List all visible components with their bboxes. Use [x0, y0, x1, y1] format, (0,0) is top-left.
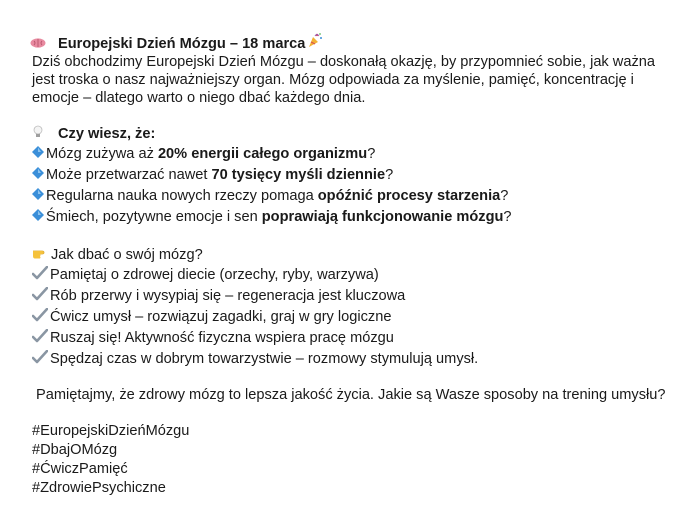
fact-item — [32, 145, 375, 163]
care-heading-line — [32, 246, 203, 264]
care-item — [32, 308, 391, 326]
facts-heading-line — [32, 125, 155, 143]
intro-line-1: Dziś obchodzimy Europejski Dzień Mózgu – doskonałą okazję, by przypomnieć sobie, jak ważna — [32, 54, 655, 70]
fact-highlight: 20% energii całego organizmu — [157, 146, 368, 162]
care-item — [32, 287, 405, 305]
fact-item — [32, 208, 512, 226]
blue-diamond-icon — [32, 188, 44, 200]
fact-item — [32, 166, 393, 184]
fact-text: Mózg zużywa aż — [46, 146, 158, 162]
care-heading: Jak dbać o swój mózg? — [51, 247, 203, 263]
pointing-hand-icon — [32, 246, 50, 260]
fact-suffix: ? — [500, 188, 509, 204]
care-item — [32, 329, 394, 347]
care-item-text: Spędzaj czas w dobrym towarzystwie – rozmowy stymulują umysł. — [50, 351, 479, 367]
party-popper-icon — [307, 32, 323, 48]
blue-diamond-icon — [32, 167, 44, 179]
closing-text: Pamiętajmy, że zdrowy mózg to lepsza jakość życia. Jakie są Wasze sposoby na trening umysłu? — [32, 387, 666, 403]
intro-line-3: emocje – dlatego warto o niego dbać każdego dnia. — [32, 90, 366, 106]
fact-text: Może przetwarzać nawet — [46, 167, 212, 183]
fact-highlight: 70 tysięcy myśli dziennie — [211, 167, 386, 183]
blue-diamond-icon — [32, 209, 44, 221]
hashtag: #ZdrowiePsychiczne — [32, 480, 166, 496]
fact-highlight: opóźnić procesy starzenia — [317, 188, 501, 204]
facts-heading: Czy wiesz, że: — [58, 126, 156, 142]
fact-suffix: ? — [503, 209, 512, 225]
check-mark-icon — [32, 350, 48, 364]
care-item-text: Ruszaj się! Aktywność fizyczna wspiera pracę mózgu — [50, 330, 394, 346]
brain-icon — [30, 38, 46, 48]
hashtag: #ĆwiczPamięć — [32, 461, 128, 477]
care-item — [32, 266, 379, 284]
care-item-text: Ćwicz umysł – rozwiązuj zagadki, graj w gry logiczne — [50, 309, 392, 325]
check-mark-icon — [32, 266, 48, 280]
hashtag: #EuropejskiDzieńMózgu — [32, 423, 190, 439]
intro-line-2: jest troska o nasz najważniejszy organ. Mózg odpowiada za myślenie, pamięć, koncentrację i — [32, 72, 634, 88]
hashtag: #DbajOMózg — [32, 442, 118, 458]
blue-diamond-icon — [32, 146, 44, 158]
fact-item — [32, 187, 508, 205]
fact-highlight: poprawiają funkcjonowanie mózgu — [261, 209, 504, 225]
care-item-text: Rób przerwy i wysypiaj się – regeneracja jest kluczowa — [50, 288, 406, 304]
check-mark-icon — [32, 287, 48, 301]
fact-text: Śmiech, pozytywne emocje i sen — [46, 209, 262, 225]
fact-suffix: ? — [385, 167, 394, 183]
check-mark-icon — [32, 308, 48, 322]
light-bulb-icon — [32, 125, 44, 139]
fact-text: Regularna nauka nowych rzeczy pomaga — [46, 188, 318, 204]
post-title: Europejski Dzień Mózgu – 18 marca — [58, 36, 306, 52]
check-mark-icon — [32, 329, 48, 343]
post-heading-line — [32, 35, 323, 53]
fact-suffix: ? — [367, 146, 376, 162]
care-item-text: Pamiętaj o zdrowej diecie (orzechy, ryby, warzywa) — [50, 267, 379, 283]
care-item — [32, 350, 478, 368]
